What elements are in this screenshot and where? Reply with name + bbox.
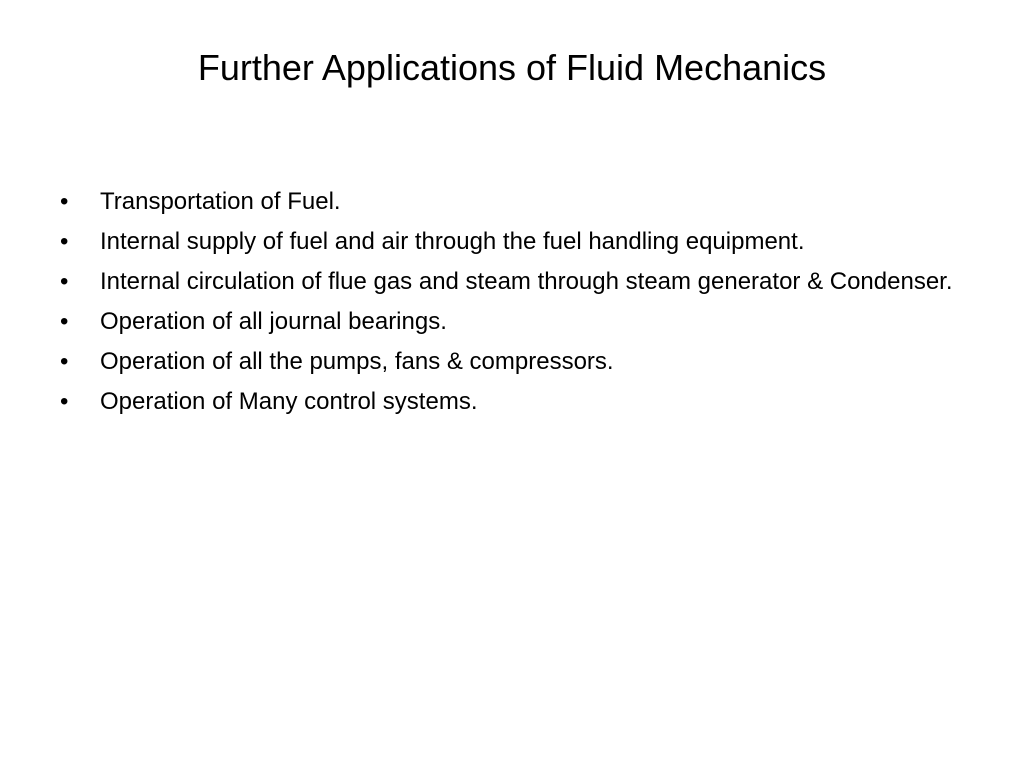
bullet-icon: • (60, 388, 69, 415)
bullet-item-journal-bearings (60, 304, 980, 339)
bullet-icon: • (60, 268, 69, 295)
bullet-text: Operation of all the pumps, fans & compressors. (100, 348, 614, 375)
bullet-item-transportation (60, 184, 980, 219)
bullet-text: Internal circulation of flue gas and steam through steam generator & Condenser. (100, 268, 953, 295)
bullet-icon: • (60, 188, 69, 215)
bullet-text: Operation of Many control systems. (100, 388, 478, 415)
slide-title: Further Applications of Fluid Mechanics (197, 47, 827, 88)
bullet-text: Internal supply of fuel and air through the fuel handling equipment. (100, 228, 805, 255)
bullet-item-fuel-air-supply (60, 224, 980, 259)
bullet-text: Transportation of Fuel. (100, 188, 341, 215)
bullet-icon: • (60, 308, 69, 335)
bullet-list (60, 184, 980, 424)
bullet-item-flue-gas-circulation (60, 264, 980, 299)
bullet-item-pumps-fans (60, 344, 980, 379)
bullet-text: Operation of all journal bearings. (100, 308, 447, 335)
bullet-icon: • (60, 348, 69, 375)
bullet-item-control-systems (60, 384, 980, 419)
bullet-icon: • (60, 228, 69, 255)
